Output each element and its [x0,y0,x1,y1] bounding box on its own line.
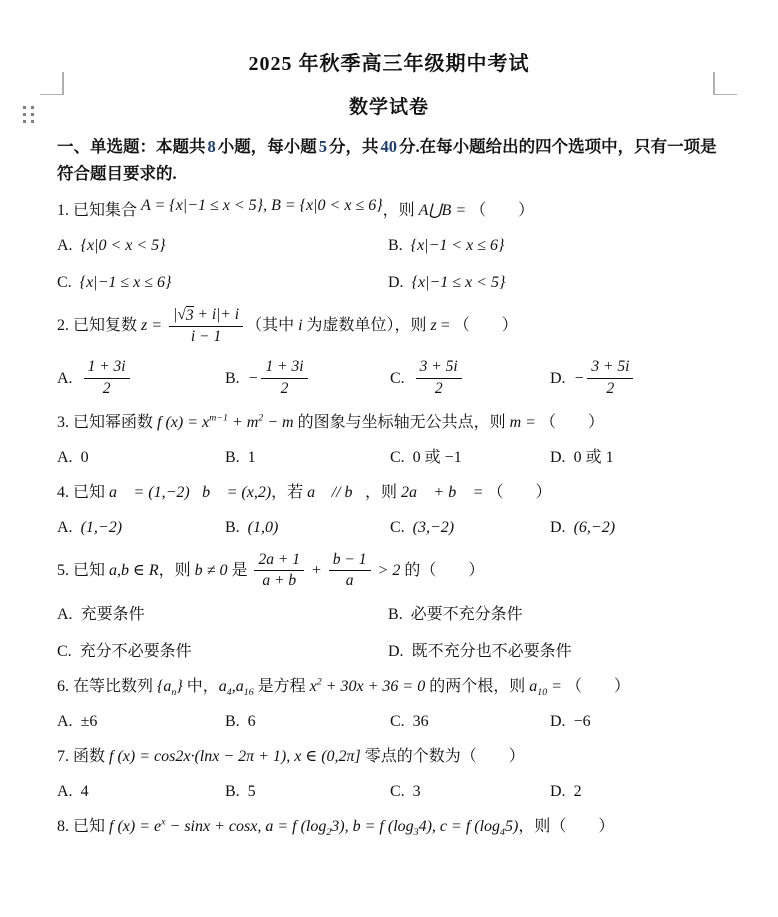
plain-text: （ ） [487,483,552,501]
plain-text: 2. 已知复数 [57,316,142,334]
fraction [84,358,130,398]
question-5-stem [57,551,721,591]
math-text: 2 [280,380,289,398]
question-6-option-A [57,710,225,733]
superscript: 2 [316,676,322,688]
option-label: B. [225,712,240,730]
math-text: {x|−1 < x ≤ 6} [410,237,505,254]
fraction [261,358,307,398]
plain-text: 0 或 1 [573,448,614,466]
math-text: = [547,677,566,695]
questions-container [57,199,721,838]
math-text: z [430,316,437,334]
option-label: B. [388,237,403,254]
question-1-option-D [388,271,721,294]
option-label: B. [225,782,240,800]
math-text: a⃗ // b⃗ [307,483,365,501]
math-text: a [218,677,227,695]
option-label: C. [390,782,405,800]
option-content [413,780,421,803]
option-label: C. [390,370,405,388]
option-content [81,710,98,733]
option-label: A. [57,518,73,536]
question-5-option-C [57,640,388,663]
subscript: 4 [500,827,505,839]
option-label: A. [57,605,73,623]
question-6-options [57,710,721,733]
option-content [574,516,615,539]
question-8 [57,815,721,838]
math-text: 2 [434,380,443,398]
math-text: + i|+ i [193,306,240,323]
math-text: (1,−2) [80,518,123,536]
math-text: {a [157,677,172,695]
question-2-stem [57,306,721,346]
math-text: a [529,677,538,695]
plain-text: （ ） [539,413,604,431]
option-content [574,710,591,733]
math-text: a [345,572,354,590]
question-3-option-B [225,446,390,469]
math-text: A⋃B = [418,202,471,219]
plain-text: 是方程 [253,677,310,695]
math-text: − [573,370,585,388]
option-content [574,358,637,398]
math-text: + 30x + 36 = 0 [321,677,426,695]
option-content [574,780,582,803]
plain-text: 充要条件 [80,605,145,623]
option-label: C. [390,712,405,730]
plain-text: 分.在每小题给出的四个选项中，只有一项是符合题目要求的. [57,137,717,183]
question-7 [57,745,721,803]
option-label: B. [225,448,240,466]
question-6-stem [57,675,721,698]
fraction [587,358,633,398]
subscript: 16 [243,687,254,699]
page-corner-mark-left-icon [40,72,64,95]
plain-text: 5 [247,782,256,800]
question-7-option-A [57,780,225,803]
fraction-numerator [587,358,633,379]
math-text: 2 [606,380,615,398]
plain-text: 36 [412,712,429,730]
question-5-option-D [388,640,721,663]
question-2-options [57,358,721,398]
accent-number: 5 [318,137,327,156]
math-text: 5) [505,817,519,835]
option-label: C. [390,518,405,536]
fraction [416,358,462,398]
plain-text: （ ） [470,202,535,219]
option-label: C. [57,642,72,660]
math-text: f (x) = e [109,817,162,835]
exam-subtitle: 数学试卷 [348,97,429,118]
math-text: 1 + 3i [87,358,126,376]
plain-text: 一、单选题：本题共 [57,137,206,156]
fraction-denominator [342,571,358,591]
plain-text: ，若 [271,483,308,501]
option-content [248,358,311,398]
question-1-stem [57,199,721,222]
plain-text: 4. 已知 [57,483,110,501]
fraction-denominator [431,379,447,399]
fraction [254,551,304,591]
option-content [574,446,614,469]
question-4-stem [57,481,721,504]
math-text: − m [263,413,294,431]
question-2-option-C [390,358,550,398]
option-label: A. [57,237,73,254]
option-label: D. [550,370,566,388]
math-text: 2 [102,380,111,398]
math-text: 4), c = f (log [418,817,501,835]
plain-text: 3. 已知幂函数 [57,413,158,431]
plain-text: 充分不必要条件 [79,642,192,660]
fraction-denominator [603,379,619,399]
option-content [248,710,256,733]
option-label: D. [550,712,566,730]
plain-text: ，则 [382,202,419,219]
option-label: B. [225,370,240,388]
question-3-option-D [550,446,721,469]
plain-text: ，则 [158,561,195,579]
accent-number: 8 [207,137,216,156]
exam-page [0,50,778,917]
question-1 [57,199,721,294]
question-1-option-B [388,234,721,257]
plain-text: 7. 函数 [57,747,110,765]
question-3-option-C [390,446,550,469]
question-1-option-C [57,271,388,294]
math-text: (1,0) [247,518,279,536]
math-text: i − 1 [190,327,222,345]
option-label: B. [388,605,403,623]
option-label: A. [57,448,73,466]
plain-text: 分，共 [329,137,379,156]
question-6-option-D [550,710,721,733]
question-5-option-A [57,603,388,626]
question-5 [57,551,721,663]
plain-text: 6 [247,712,256,730]
fraction [329,551,371,591]
plain-text: 是 [227,561,252,579]
math-text: } [176,677,183,695]
math-text: − sinx + cosx, a = f (log [165,817,327,835]
subscript: 10 [537,687,548,699]
option-content [413,516,454,539]
plain-text: 小题，每小题 [217,137,317,156]
option-content [248,780,256,803]
document-content [0,50,778,838]
sqrt-symbol: √ [177,306,186,323]
superscript: 2 [258,412,264,424]
superscript: x [161,816,166,828]
math-text: {x|0 < x < 5} [80,237,166,254]
math-text: ,a [231,677,244,695]
page-corner-mark-right-icon [713,72,737,95]
math-text: i [298,316,303,334]
option-label: A. [57,712,73,730]
math-text: (3,−2) [412,518,455,536]
option-content [411,603,523,626]
question-2 [57,306,721,399]
option-content [248,446,256,469]
drag-handle-icon[interactable] [23,106,34,123]
plain-text: 1. 已知集合 [57,202,142,219]
fraction-numerator [169,306,243,327]
fraction [169,306,243,346]
sqrt-radical [177,306,193,325]
question-5-options [57,603,721,663]
question-2-option-A [57,358,225,398]
plain-text: 零点的个数为（ ） [360,747,525,765]
option-content [412,640,572,663]
superscript: m−1 [209,412,228,424]
option-content [81,234,166,257]
exam-title: 2025 年秋季高三年级期中考试 [248,53,530,75]
question-2-option-D [550,358,721,398]
plain-text: 2 [573,782,582,800]
math-text: m = [509,413,540,431]
math-text: b − 1 [332,550,367,568]
question-3 [57,411,721,469]
plain-text: 既不充分也不必要条件 [411,642,572,660]
math-text: 1 + 3i [265,358,304,376]
accent-number: 40 [380,137,397,156]
option-content [413,358,465,398]
question-7-options [57,780,721,803]
question-1-option-A [57,234,388,257]
math-text: f (x) = x [157,413,210,431]
math-text: {x|−1 ≤ x ≤ 6} [79,274,172,291]
plain-text: = （ ） [436,316,518,334]
math-text: x [309,677,317,695]
option-label: D. [550,448,566,466]
plain-text: ，则 [364,483,401,501]
fraction-denominator [99,379,115,399]
option-label: D. [388,642,404,660]
fraction-numerator [416,358,462,379]
option-content [81,446,89,469]
math-text: {x|−1 ≤ x < 5} [411,274,506,291]
plain-text: 0 [80,448,89,466]
option-content [413,446,462,469]
math-text: | [173,306,178,323]
plain-text: 的两个根，则 [425,677,530,695]
math-text: − [247,370,259,388]
option-label: A. [57,370,73,388]
question-3-stem [57,411,721,434]
math-text: a + b [262,572,297,590]
option-label: B. [225,518,240,536]
question-2-option-B [225,358,390,398]
question-3-option-A [57,446,225,469]
fraction-numerator [261,358,307,379]
plain-text: （ ） [565,677,630,695]
question-8-stem [57,815,721,838]
subscript: n [171,687,177,699]
math-text: A = {x|−1 ≤ x < 5}, B = {x|0 < x ≤ 6} [141,197,383,214]
question-6-option-C [390,710,550,733]
plain-text: 6. 在等比数列 [57,677,158,695]
option-label: D. [550,782,566,800]
option-content [81,780,89,803]
option-label: C. [390,448,405,466]
fraction-numerator [329,551,371,572]
fraction-denominator [258,571,300,591]
option-label: D. [550,518,566,536]
plain-text: 中， [182,677,219,695]
option-content [81,516,122,539]
plain-text: 为虚数单位），则 [302,316,431,334]
question-6 [57,675,721,733]
math-text: a,b ∈ R [109,561,159,579]
fraction-denominator [277,379,293,399]
option-label: D. [388,274,404,291]
plain-text: 0 或 −1 [412,448,462,466]
math-text: + [306,561,326,579]
section-header [57,133,721,187]
fraction-numerator [84,358,130,379]
math-text: > 2 [373,561,401,579]
question-5-option-B [388,603,721,626]
math-text: 2a⃗ + b⃗ = [400,483,488,501]
math-text: a⃗ = (1,−2)，b⃗ = (x,2) [109,483,272,501]
plain-text: 8. 已知 [57,817,110,835]
question-1-options [57,234,721,294]
math-text: z = [141,316,167,334]
option-content [80,640,192,663]
option-label: A. [57,782,73,800]
math-text: 3 + 5i [419,358,458,376]
question-4-option-C [390,516,550,539]
question-3-options [57,446,721,469]
plain-text: 1 [247,448,256,466]
math-text: (6,−2) [573,518,616,536]
subscript: 2 [326,827,332,839]
plain-text: ±6 [80,712,98,730]
question-4-option-D [550,516,721,539]
plain-text: （其中 [246,316,299,334]
question-4-option-A [57,516,225,539]
plain-text: 3 [412,782,421,800]
math-text: 2a + 1 [258,550,300,568]
option-label: C. [57,274,72,291]
option-content [413,710,429,733]
question-4-option-B [225,516,390,539]
plain-text: ，则（ ） [518,817,615,835]
fraction-denominator [187,327,225,347]
plain-text: −6 [573,712,591,730]
plain-text: 5. 已知 [57,561,110,579]
question-7-option-B [225,780,390,803]
question-4 [57,481,721,539]
sqrt-radicand: 3 [185,307,194,324]
subscript: 3 [413,827,419,839]
math-text: f (x) = cos2x·(lnx − 2π + 1), x ∈ (0,2π] [109,747,361,765]
question-7-stem [57,745,721,768]
math-text: b ≠ 0 [194,561,228,579]
option-content [81,603,145,626]
option-content [411,234,505,257]
question-4-options [57,516,721,539]
math-text: 3), b = f (log [331,817,414,835]
option-content [248,516,279,539]
math-text: 3 + 5i [591,358,630,376]
subscript: 4 [226,687,232,699]
plain-text: 必要不充分条件 [410,605,523,623]
math-text: + m [227,413,259,431]
question-7-option-D [550,780,721,803]
fraction-numerator [254,551,304,572]
question-7-option-C [390,780,550,803]
question-6-option-B [225,710,390,733]
option-content [81,358,133,398]
plain-text: 的（ ） [400,561,485,579]
option-content [412,271,506,294]
option-content [80,271,172,294]
plain-text: 的图象与坐标轴无公共点，则 [293,413,510,431]
plain-text: 4 [80,782,89,800]
